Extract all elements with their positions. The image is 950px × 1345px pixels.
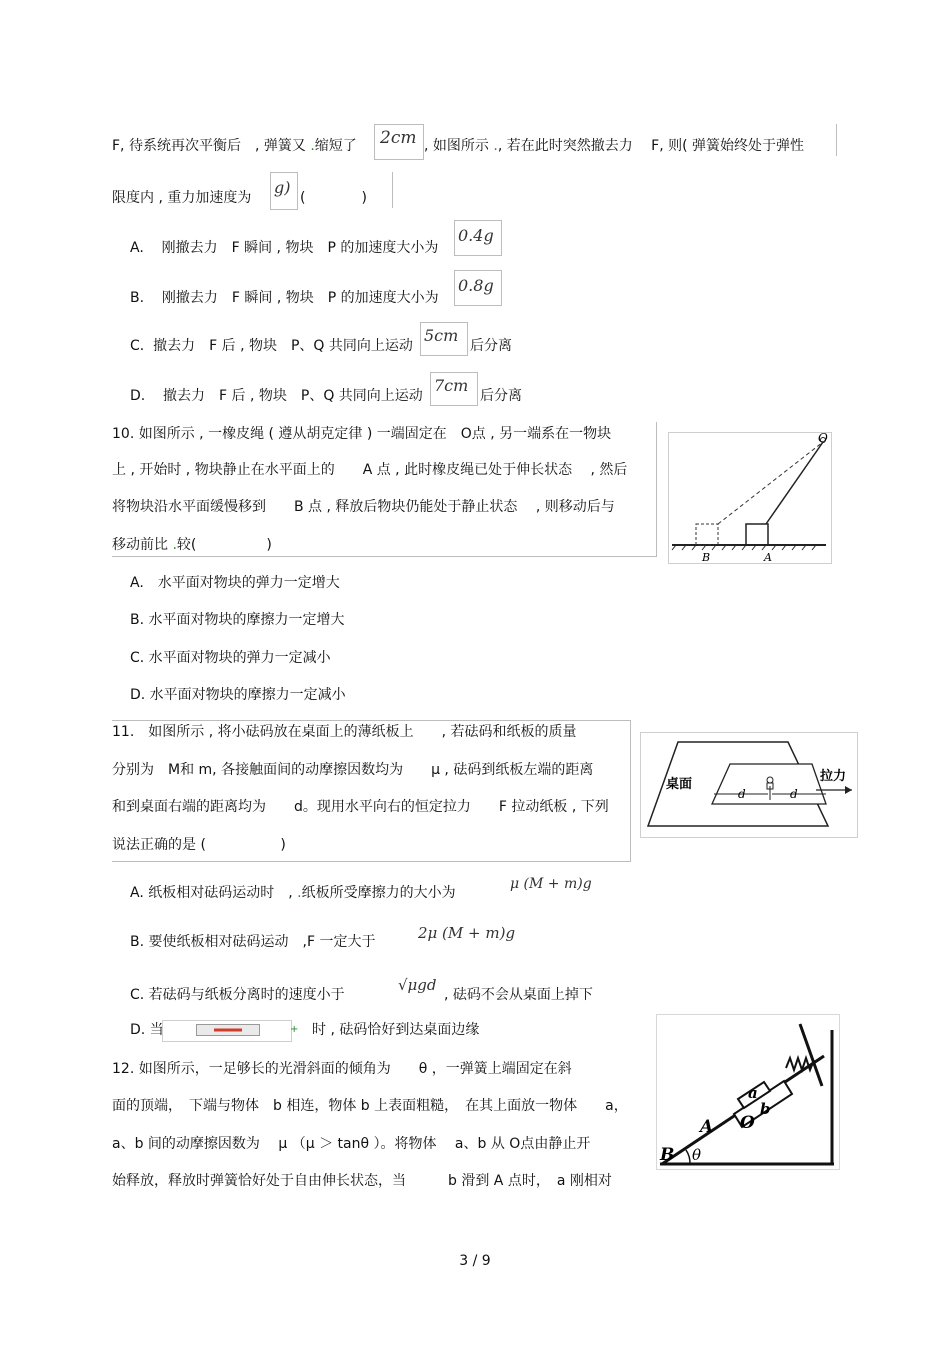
label-O: O (818, 432, 828, 445)
q9-option-d-tail: 后分离 (480, 388, 522, 404)
label-O: O (740, 1113, 755, 1133)
label-theta: θ (692, 1146, 702, 1164)
q11-option-d-dot: + (290, 1024, 299, 1035)
q11-option-d: D. 当 (130, 1022, 164, 1038)
q12-figure (656, 1014, 840, 1170)
q12-line2: 面的顶端， 下端与物体 b 相连，物体 b 上表面粗糙， 在其上面放一物体 a， (112, 1098, 628, 1114)
label-a: a (748, 1084, 758, 1102)
formula-0.4g: 0.4g (458, 226, 494, 245)
formula-mu-M-plus-m-g: μ (M + m)g (510, 876, 592, 892)
q10-line4: 移动前比 .较( ) (112, 537, 272, 553)
q11-line2: 分别为 M和 m, 各接触面间的动摩擦因数均为 μ , 砝码到纸板左端的距离 (112, 762, 594, 778)
q11-option-a: A. 纸板相对砝码运动时 , .纸板所受摩擦力的大小为 (130, 885, 456, 901)
label-table: 桌面 (666, 777, 693, 792)
q11-option-c: C. 若砝码与纸板分离时的速度小于 (130, 987, 345, 1003)
q11-line4: 说法正确的是 ( ) (112, 837, 286, 853)
q11-option-d-tail: 时 , 砝码恰好到达桌面边缘 (312, 1022, 480, 1038)
q9-line1: F, 待系统再次平衡后 , 弹簧又 .缩短了 (112, 138, 357, 154)
rubber-band-solid (766, 442, 823, 524)
formula-image-d-condition (196, 1024, 260, 1036)
mark-dot: . (493, 138, 498, 154)
q9-answer-blank: ( ) (300, 190, 367, 206)
formula-sqrt-mu-g-d: √μgd (398, 976, 437, 994)
q11-option-c-tail: , 砝码不会从桌面上掉下 (444, 987, 593, 1003)
mark-dot: . (172, 537, 177, 553)
weight-top (767, 777, 773, 783)
label-b: b (760, 1100, 771, 1118)
q10-option-d: D. 水平面对物块的摩擦力一定减小 (130, 687, 346, 703)
q9-option-b: B. 刚撤去力 F 瞬间 , 物块 P 的加速度大小为 (130, 290, 439, 306)
q9-line2: 限度内 , 重力加速度为 (112, 190, 252, 206)
q10-line1: 10. 如图所示 , 一橡皮绳 ( 遵从胡克定律 ) 一端固定在 O点 , 另一端系在一物块 (112, 426, 612, 442)
q12-line4: 始释放，释放时弹簧恰好处于自由伸长状态，当 b 滑到 A 点时， a 刚相对 (112, 1173, 612, 1189)
q10-option-a: A. 水平面对物块的弹力一定增大 (130, 575, 340, 591)
q11-figure (640, 732, 858, 838)
q11-line3: 和到桌面右端的距离均为 d。现用水平向右的恒定拉力 F 拉动纸板 , 下列 (112, 799, 609, 815)
mark-dot: . (310, 138, 315, 154)
mark-dot: . (297, 885, 302, 901)
q10-line2: 上 , 开始时 , 物块静止在水平面上的 A 点 , 此时橡皮绳已处于伸长状态 , 然后 (112, 462, 628, 478)
formula-g: g) (274, 178, 291, 197)
label-pull: 拉力 (820, 769, 847, 784)
block-at-B (696, 524, 718, 545)
figure-frame (669, 433, 832, 564)
formula-0.8g: 0.8g (458, 276, 494, 295)
page-number: 3 / 9 (459, 1253, 491, 1269)
q11-line1: 11. 如图所示 , 将小砝码放在桌面上的薄纸板上 , 若砝码和纸板的质量 (112, 724, 577, 740)
q9-option-c-tail: 后分离 (470, 338, 512, 354)
formula-2mu-M-plus-m-g: 2μ (M + m)g (418, 924, 516, 942)
block-at-A (746, 524, 768, 545)
q11-option-b: B. 要使纸板相对砝码运动 ,F 一定大于 (130, 934, 376, 950)
label-d1: d (738, 787, 746, 801)
q10-figure (668, 432, 832, 564)
q9-line1-cont: , 如图所示 ., 若在此时突然撤去力 F, 则( 弹簧始终处于弹性 (424, 138, 805, 154)
label-A: A (764, 551, 772, 564)
q12-line3: a、b 间的动摩擦因数为 μ （μ ＞ tanθ ）。将物体 a、b 从 O点由静止开 (112, 1136, 591, 1152)
q10-line3: 将物块沿水平面缓慢移到 B 点 , 释放后物块仍能处于静止状态 , 则移动后与 (112, 499, 615, 515)
rubber-band-dashed (718, 442, 823, 524)
pull-arrow-head (845, 786, 852, 794)
q9-option-c: C. 撤去力 F 后 , 物块 P、Q 共同向上运动 (130, 338, 413, 354)
label-A: A (700, 1117, 714, 1137)
angle-arc (686, 1150, 690, 1164)
spring-support (800, 1024, 822, 1086)
q12-line1: 12. 如图所示，一足够长的光滑斜面的倾角为 θ ，一弹簧上端固定在斜 (112, 1061, 572, 1077)
formula-5cm: 5cm (424, 326, 459, 345)
formula-7cm: 7cm (434, 376, 469, 395)
formula-2cm: 2cm (380, 128, 417, 148)
q10-option-c: C. 水平面对物块的弹力一定减小 (130, 650, 331, 666)
q9-option-a: A. 刚撤去力 F 瞬间 , 物块 P 的加速度大小为 (130, 240, 439, 256)
label-d2: d (790, 787, 798, 801)
label-B: B (660, 1145, 675, 1165)
q9-option-d: D. 撤去力 F 后 , 物块 P、Q 共同向上运动 (130, 388, 423, 404)
label-B: B (702, 551, 711, 564)
q10-option-b: B. 水平面对物块的摩擦力一定增大 (130, 612, 345, 628)
